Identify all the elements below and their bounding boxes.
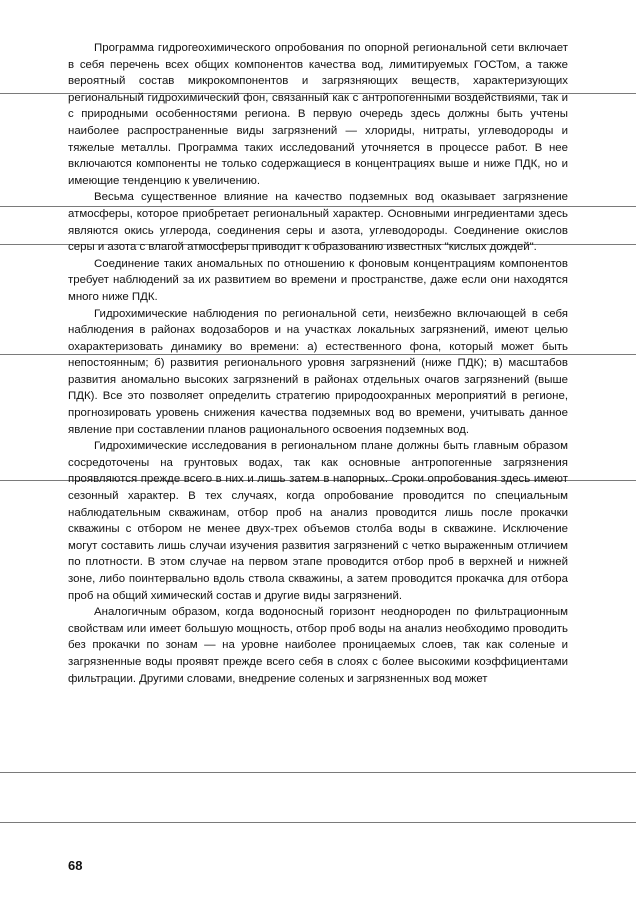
scan-line xyxy=(0,772,636,773)
paragraph-6: Аналогичным образом, когда водоносный горизонт неоднороден по фильтрационным свойствам или имеет большую мощность, отбор проб воды на анализ необходимо проводить без прокачки по зонам — на уровне наиболее проницаемых слоев, так как соленые и загрязненные воды проявят прежде всего себя в слоях с более высокими коэффициентами фильтрации. Другими словами, внедрение соленых и загрязненных вод может xyxy=(68,606,568,685)
paragraph-5: Гидрохимические исследования в региональном плане должны быть главным образом сосредоточены на грунтовых водах, так как основные антропогенные загрязнения проявляются прежде всего в них и лишь затем в напорных. Сроки опробования здесь имеют сезонный характер. В тех случаях, когда опробование проводится по специальным наблюдательным скважинам, отбор проб на анализ проводится лишь после прокачки скважины с отбором не менее двух-трех объемов столба воды в скважине. Исключение могут составить лишь случаи изучения развития загрязнений с четко выраженным отличием по плотности. В этом случае на первом этапе проводится отбор проб в верхней и нижней зоне, либо поинтервально вдоль ствола скважины, а затем проводится прокачка для отбора проб на общий химический состав и другие виды загрязнений. xyxy=(68,440,568,602)
paragraph-3: Соединение таких аномальных по отношению к фоновым концентрациям компонентов требует наблюдений за их развитием во времени и пространстве, даже если они находятся много ниже ПДК. xyxy=(68,257,568,303)
scan-line xyxy=(0,822,636,823)
paragraph-2: Весьма существенное влияние на качество подземных вод оказывает загрязнение атмосферы, которое приобретает региональный характер. Основными ингредиентами здесь являются окись углерода, соединения серы и азота, углеводороды. Соединение окислов серы и азота с влагой атмосферы приводит к образованию известных "кислых дождей". xyxy=(68,191,568,254)
page-number: 68 xyxy=(68,858,83,873)
paragraph-4: Гидрохимические наблюдения по региональной сети, неизбежно включающей в себя наблюдения в районах водозаборов и на участках локальных загрязнений, имеют целью охарактеризовать динамику во времени: а) естественного фона, который может быть непостоянным; б) развития регионального уровня загрязнений (ниже ПДК); в) масштабов развития аномально высоких загрязнений в районах отдельных очагов загрязнений (выше ПДК). Все это позволяет определить стратегию природоохранных мероприятий в регионе, прогнозировать уровень снижения качества подземных вод во времени, учитывать данное явление при составлении планов рационального освоения подземных вод. xyxy=(68,307,568,436)
page-body xyxy=(68,40,568,687)
paragraph-1: Программа гидрогеохимического опробования по опорной региональной сети включает в себя перечень всех общих компонентов качества вод, лимитируемых ГОСТом, а также вероятный состав микрокомпонентов и загрязняющих веществ, характеризующих региональный гидрохимический фон, связанный как с антропогенными воздействиями, так и с природными особенностями региона. В первую очередь здесь должны быть учтены наиболее распространенные виды загрязнений — хлориды, нитраты, углеводороды и тяжелые металлы. Программа таких исследований уточняется в процессе работ. В нее включаются компоненты не только содержащиеся в концентрациях выше и ниже ПДК, но и имеющие тенденцию к увеличению. xyxy=(68,42,568,187)
